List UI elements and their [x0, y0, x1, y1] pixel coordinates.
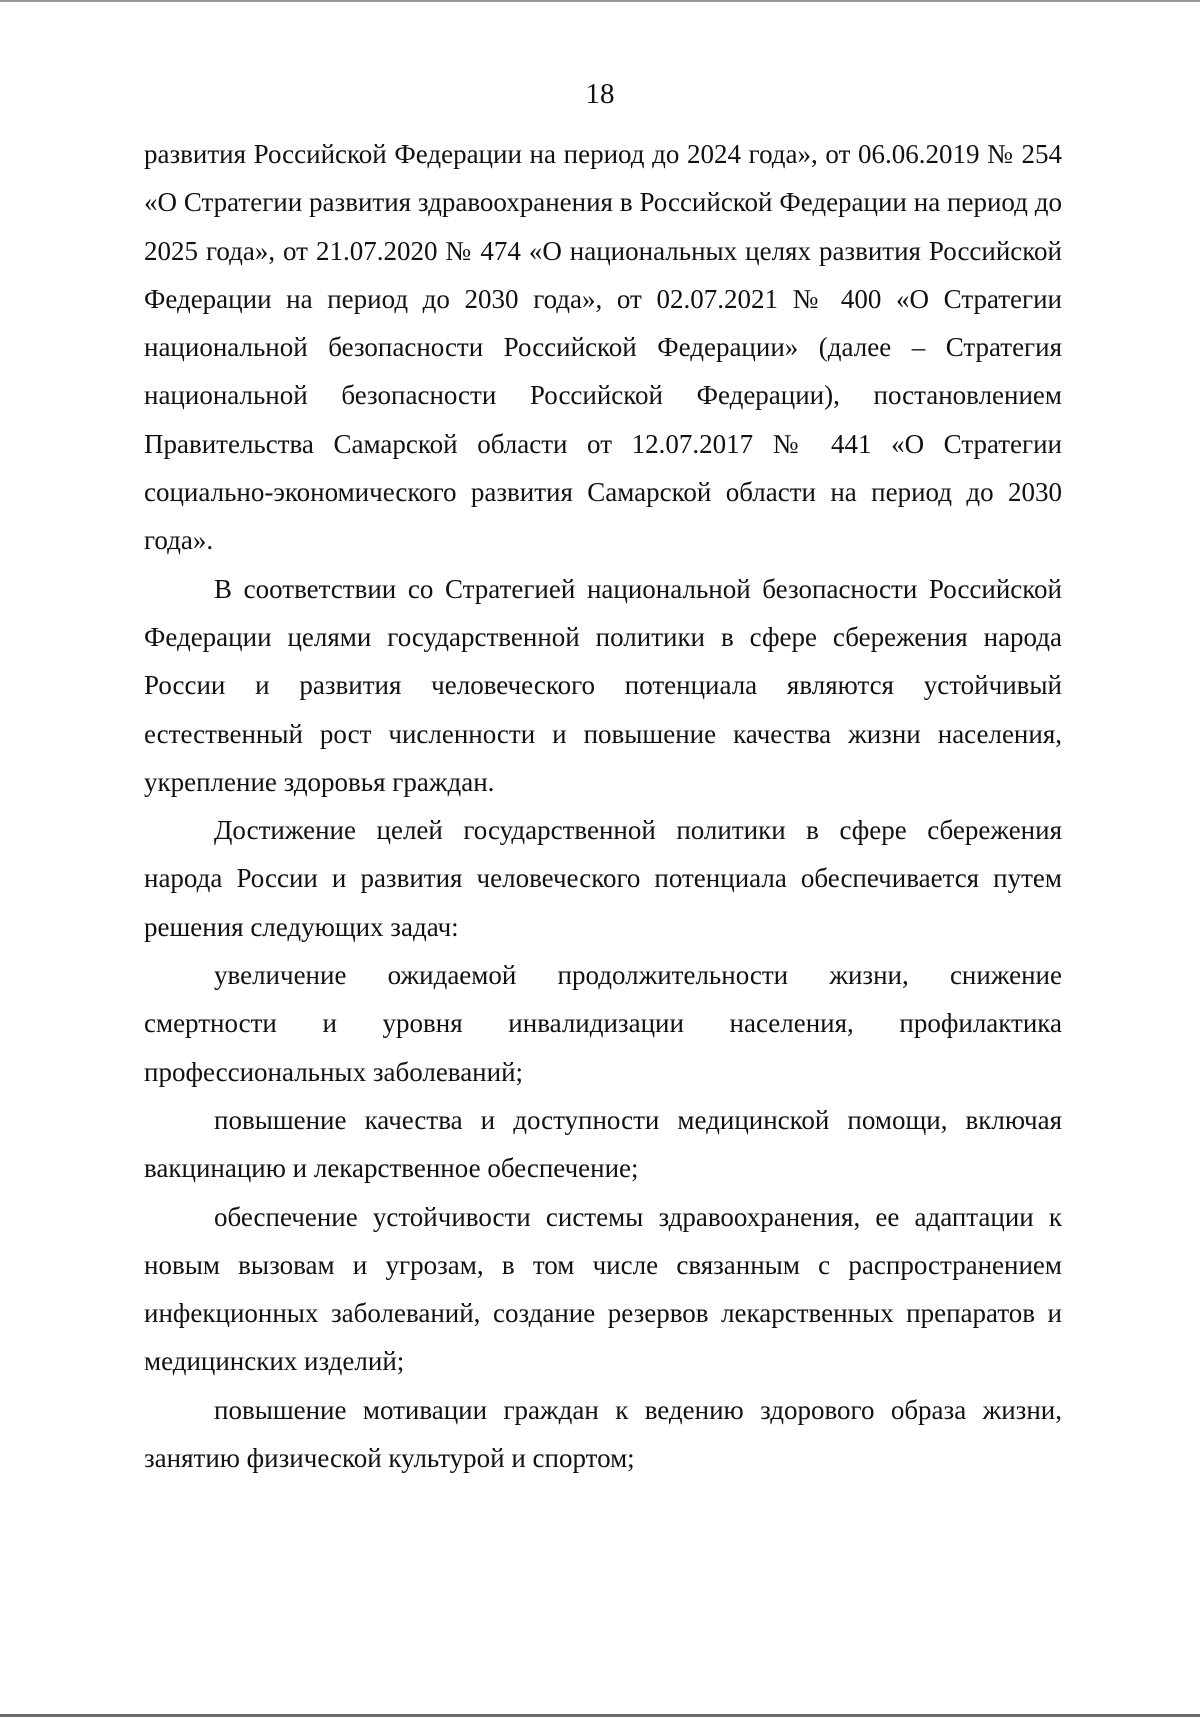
- list-item-healthcare-resilience: обеспечение устойчивости системы здравоохранения, ее адаптации к новым вызовам и угрозам, в том числе связанным с распространением инфекционных заболеваний, создание резервов лекарственных препаратов и медицинских изделий;: [144, 1201, 1062, 1377]
- page-number: 18: [585, 78, 615, 110]
- paragraph-goals: В соответствии со Стратегией национальной безопасности Российской Федерации целями государственной политики в сфере сбережения народа России и развития человеческого потенциала являются устойчивый естественный рост численности и повышение качества жизни населения, укрепление здоровья граждан.: [144, 573, 1062, 797]
- paragraph-continuation: развития Российской Федерации на период до 2024 года», от 06.06.2019 № 254 «О Стратегии развития здравоохранения в Российской Федерации на период до 2025 года», от 21.07.2020 № 474 «О национальных целях развития Российской Федерации на период до 2030 года», от 02.07.2021 № 400 «О Стратегии национальной безопасности Российской Федерации» (далее – Стратегия национальной безопасности Российской Федерации), постановлением Правительства Самарской области от 12.07.2017 № 441 «О Стратегии социально-экономического развития Самарской области на период до 2030 года».: [144, 139, 1062, 556]
- paragraph-tasks-intro: Достижение целей государственной политики в сфере сбережения народа России и развития человеческого потенциала обеспечивается путем решения следующих задач:: [144, 815, 1062, 942]
- list-item-healthy-lifestyle: повышение мотивации граждан к ведению здорового образа жизни, занятию физической культурой и спортом;: [144, 1394, 1062, 1474]
- list-item-life-expectancy: увеличение ожидаемой продолжительности жизни, снижение смертности и уровня инвалидизации населения, профилактика профессиональных заболеваний;: [144, 960, 1062, 1087]
- list-item-medical-care: повышение качества и доступности медицинской помощи, включая вакцинацию и лекарственное обеспечение;: [144, 1104, 1062, 1184]
- scan-edge-top: [0, 0, 1200, 2]
- document-body: [144, 130, 1062, 1482]
